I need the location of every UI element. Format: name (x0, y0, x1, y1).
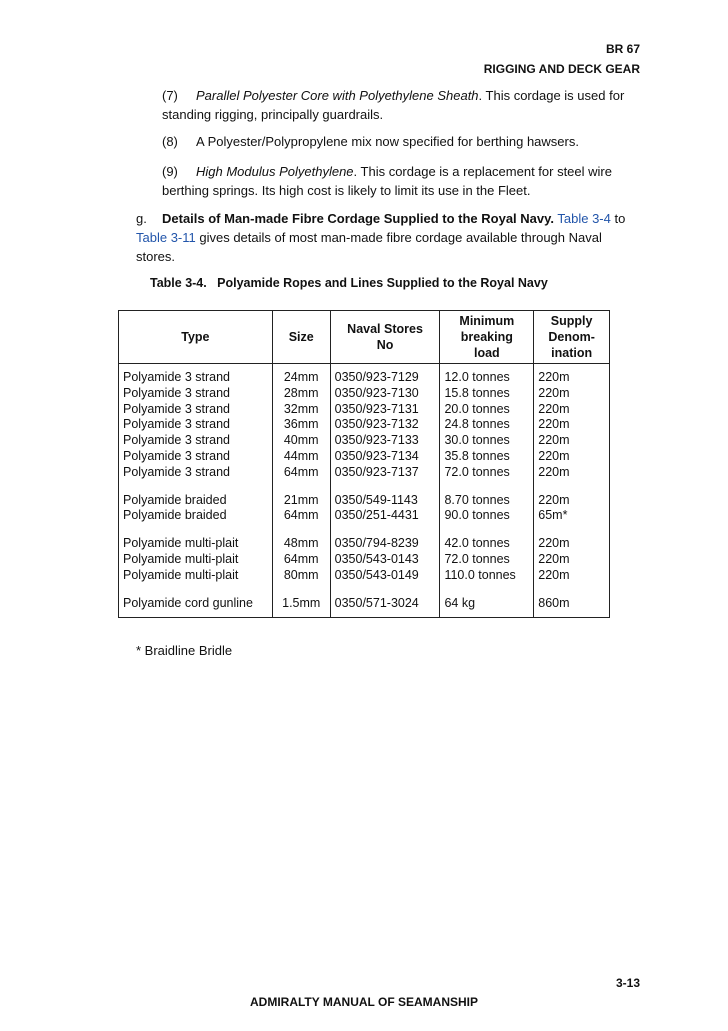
header-naval-stores-line: No (376, 338, 394, 352)
cell-naval-stores-line: 0350/571-3024 (334, 595, 419, 610)
cell-type-line: Polyamide 3 strand (123, 417, 231, 432)
cell-supply (534, 530, 610, 589)
header-supply (534, 311, 610, 364)
page-number: 3-13 (615, 976, 640, 990)
paragraph-g-line3: stores. (136, 249, 176, 264)
item-8 (162, 132, 640, 151)
header-supply-line: Denom- (548, 330, 595, 344)
cell-type-line: Polyamide multi-plait (123, 551, 239, 566)
cell-type-line: Polyamide 3 strand (123, 370, 231, 384)
paragraph-g-line2: gives details of most man-made fibre cordage available through Naval (195, 230, 602, 245)
cell-supply (534, 364, 610, 487)
cell-type (119, 364, 273, 487)
cell-naval-stores (330, 364, 440, 487)
cell-breaking-load-line: 12.0 tonnes (444, 370, 510, 384)
cell-type-line: Polyamide 3 strand (123, 448, 231, 463)
cell-naval-stores (330, 487, 440, 531)
cell-breaking-load (440, 530, 534, 589)
cell-naval-stores-line: 0350/923-7131 (334, 401, 419, 416)
cell-supply-line: 220m (538, 536, 570, 551)
header-breaking-line: load (473, 346, 500, 360)
paragraph-g-heading: Details of Man-made Fibre Cordage Supplied to the Royal Navy. (162, 211, 554, 226)
paragraph-g-suffix: to (610, 211, 626, 226)
cell-naval-stores-line: 0350/251-4431 (334, 508, 419, 523)
item-7-text: . This cordage is used for (478, 88, 625, 103)
cell-naval-stores (330, 590, 440, 618)
cell-naval-stores-line: 0350/543-0143 (334, 551, 419, 566)
cell-supply-line: 220m (538, 370, 570, 384)
cell-type-line: Polyamide multi-plait (123, 536, 239, 551)
cell-breaking-load-line: 35.8 tonnes (444, 448, 510, 463)
cell-supply (534, 590, 610, 618)
cell-breaking-load (440, 590, 534, 618)
doc-id: BR 67 (605, 42, 640, 56)
cell-size (272, 364, 330, 487)
header-supply-line: Supply (550, 314, 593, 328)
cell-supply-line: 860m (538, 595, 570, 610)
cell-breaking-load-line: 110.0 tonnes (444, 567, 516, 582)
cell-size-line: 1.5mm (282, 595, 321, 610)
cell-type-line: Polyamide multi-plait (123, 567, 239, 582)
cell-type-line: Polyamide 3 strand (123, 433, 231, 448)
cell-naval-stores-line: 0350/923-7133 (334, 433, 419, 448)
table-caption: Table 3-4. Polyamide Ropes and Lines Supplied to the Royal Navy (150, 276, 548, 290)
cell-breaking-load-line: 72.0 tonnes (444, 464, 510, 479)
cell-supply-line: 220m (538, 433, 570, 448)
item-9-text: . This cordage is a replacement for steel wire (353, 164, 612, 179)
cell-supply-line: 65m* (538, 508, 568, 523)
cell-size-line: 32mm (283, 401, 319, 416)
header-naval-stores (330, 311, 440, 364)
cell-type (119, 487, 273, 531)
cell-size-line: 44mm (283, 448, 319, 463)
item-9 (162, 162, 640, 200)
cell-breaking-load-line: 30.0 tonnes (444, 433, 510, 448)
polyamide-table (118, 310, 610, 618)
cell-supply-line: 220m (538, 492, 570, 507)
cell-type (119, 590, 273, 618)
cell-size-line: 28mm (283, 385, 319, 400)
cell-type-line: Polyamide braided (123, 492, 227, 507)
section-title: RIGGING AND DECK GEAR (483, 62, 640, 76)
cell-breaking-load-line: 24.8 tonnes (444, 417, 510, 432)
item-7-number: (7) (162, 88, 178, 103)
header-breaking-load (440, 311, 534, 364)
cell-naval-stores-line: 0350/923-7134 (334, 448, 419, 463)
table-3-11-link[interactable]: Table 3-11 (136, 230, 196, 245)
cell-naval-stores (330, 530, 440, 589)
cell-naval-stores-line: 0350/794-8239 (334, 536, 419, 551)
table-3-4-link[interactable]: Table 3-4 (557, 211, 611, 226)
cell-type-line: Polyamide 3 strand (123, 464, 231, 479)
cell-supply-line: 220m (538, 567, 570, 582)
cell-naval-stores-line: 0350/543-0149 (334, 567, 419, 582)
cell-size-line: 40mm (283, 433, 319, 448)
cell-breaking-load-line: 15.8 tonnes (444, 385, 510, 400)
cell-size-line: 24mm (283, 370, 319, 384)
cell-size (272, 590, 330, 618)
cell-type-line: Polyamide 3 strand (123, 385, 231, 400)
header-type: Type (119, 311, 273, 364)
header-naval-stores-line: Naval Stores (347, 322, 423, 336)
cell-size (272, 530, 330, 589)
cell-supply-line: 220m (538, 401, 570, 416)
cell-naval-stores-line: 0350/549-1143 (334, 492, 418, 507)
item-9-title: High Modulus Polyethylene (196, 164, 354, 179)
cell-supply-line: 220m (538, 385, 570, 400)
cell-size-line: 48mm (283, 536, 319, 551)
cell-breaking-load-line: 64 kg (444, 595, 476, 610)
cell-breaking-load-line: 42.0 tonnes (444, 536, 510, 551)
cell-size-line: 21mm (283, 492, 319, 507)
table-header-row (119, 311, 610, 364)
item-8-text: A Polyester/Polypropylene mix now specified for berthing hawsers. (196, 134, 579, 149)
cell-naval-stores-line: 0350/923-7132 (334, 417, 419, 432)
cell-size-line: 64mm (283, 551, 319, 566)
cell-type-line: Polyamide braided (123, 508, 227, 523)
cell-supply-line: 220m (538, 448, 570, 463)
item-9-number: (9) (162, 164, 178, 179)
cell-breaking-load-line: 72.0 tonnes (444, 551, 510, 566)
cell-breaking-load-line: 20.0 tonnes (444, 401, 510, 416)
cell-naval-stores-line: 0350/923-7129 (334, 370, 419, 384)
cell-type-line: Polyamide 3 strand (123, 401, 231, 416)
table-footnote: * Braidline Bridle (136, 643, 233, 658)
cell-breaking-load (440, 364, 534, 487)
table-row-group (119, 590, 610, 618)
item-9-text-line2: berthing springs. Its high cost is likely to limit its use in the Fleet. (162, 183, 531, 198)
header-size: Size (272, 311, 330, 364)
cell-size-line: 80mm (283, 567, 319, 582)
cell-breaking-load (440, 487, 534, 531)
header-breaking-line: Minimum (459, 314, 515, 328)
cell-size-line: 64mm (283, 464, 319, 479)
header-supply-line: ination (551, 346, 593, 360)
cell-supply-line: 220m (538, 551, 570, 566)
cell-size-line: 64mm (283, 508, 319, 523)
paragraph-g-letter: g. (136, 211, 147, 226)
header-breaking-line: breaking (460, 330, 513, 344)
cell-type-line: Polyamide cord gunline (123, 595, 253, 610)
cell-supply (534, 487, 610, 531)
table-row-group (119, 364, 610, 487)
cell-size (272, 487, 330, 531)
item-7 (162, 86, 640, 124)
cell-naval-stores-line: 0350/923-7130 (334, 385, 419, 400)
table-row-group (119, 487, 610, 531)
paragraph-g (136, 209, 640, 266)
cell-breaking-load-line: 90.0 tonnes (444, 508, 510, 523)
cell-type (119, 530, 273, 589)
item-8-number: (8) (162, 134, 178, 149)
cell-naval-stores-line: 0350/923-7137 (334, 464, 419, 479)
cell-size-line: 36mm (283, 417, 319, 432)
cell-breaking-load-line: 8.70 tonnes (444, 492, 510, 507)
item-7-text-line2: standing rigging, principally guardrails. (162, 107, 384, 122)
item-7-title: Parallel Polyester Core with Polyethylene Sheath (196, 88, 479, 103)
manual-title: ADMIRALTY MANUAL OF SEAMANSHIP (250, 995, 478, 1009)
table-row-group (119, 530, 610, 589)
cell-supply-line: 220m (538, 464, 570, 479)
cell-supply-line: 220m (538, 417, 570, 432)
